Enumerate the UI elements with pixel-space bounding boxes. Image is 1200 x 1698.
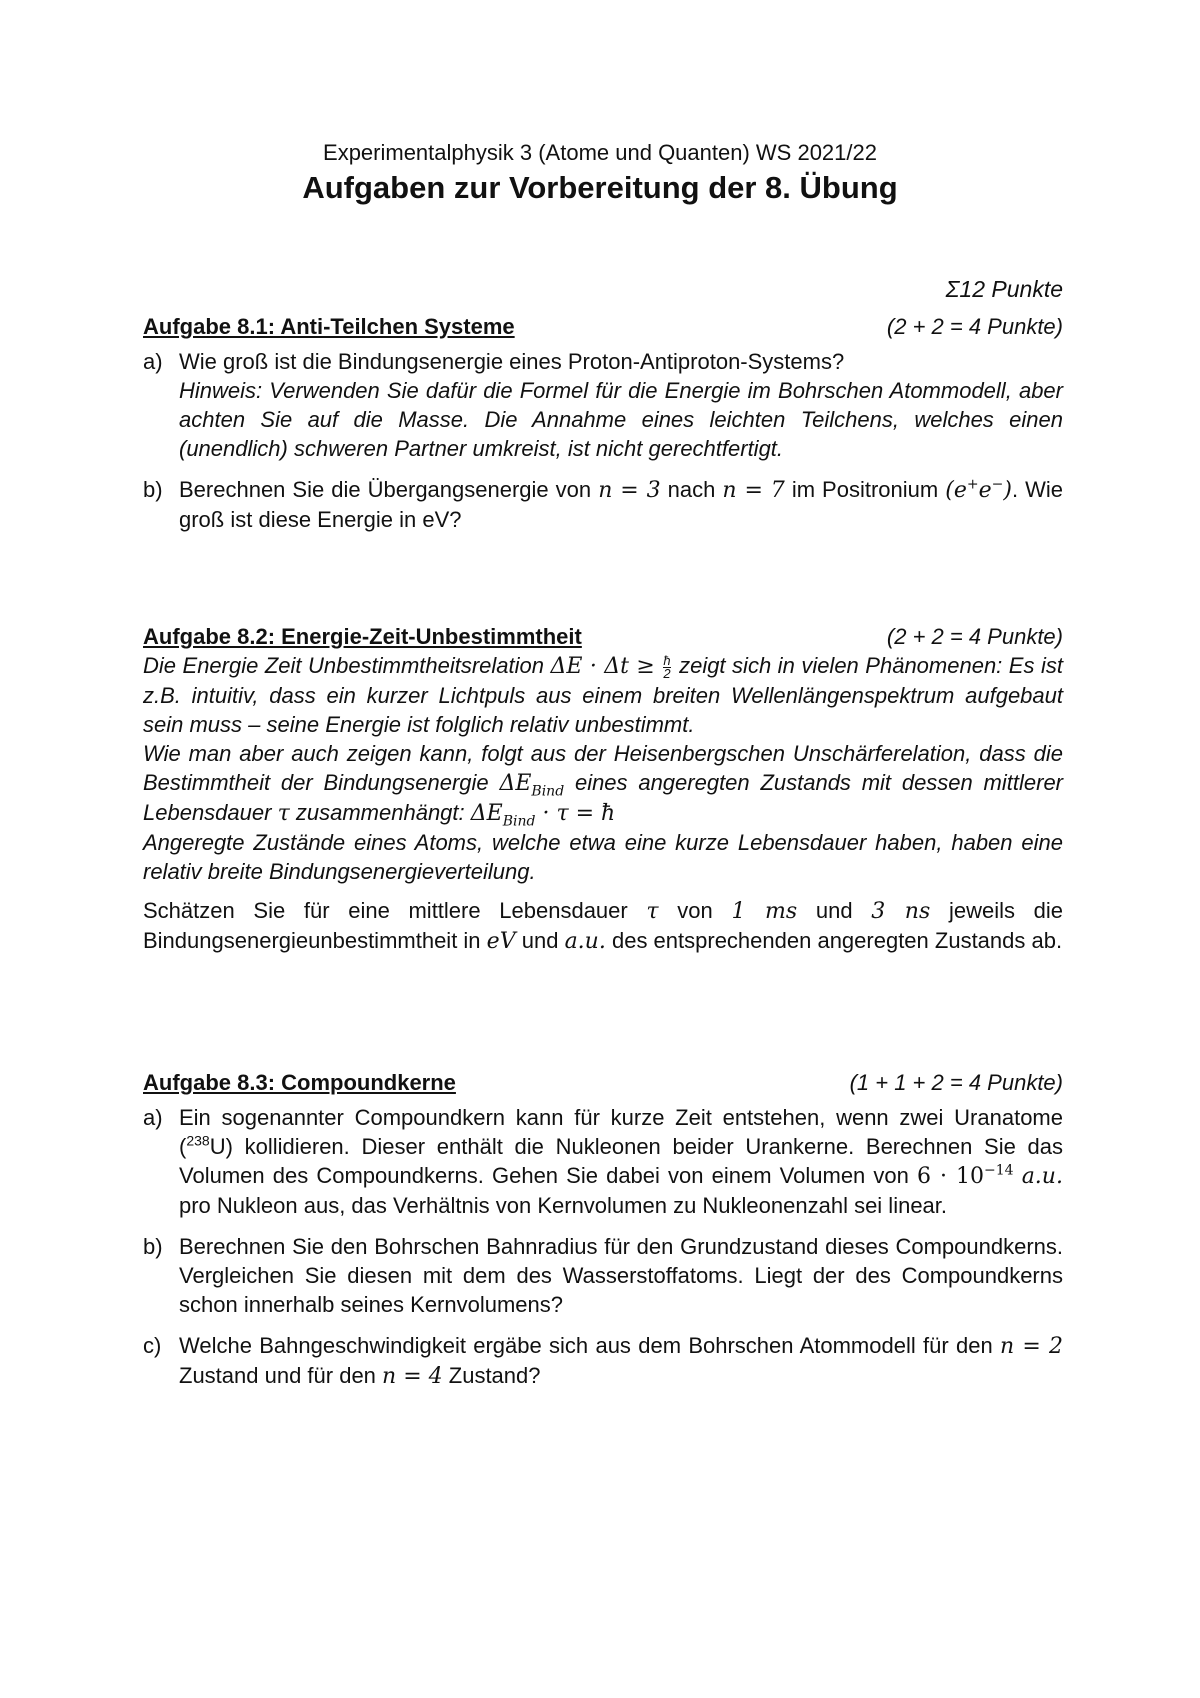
task-8-2-question: Schätzen Sie für eine mittlere Lebensdauer τ von 1 ms und 3 ns jeweils die Bindungsenergieunbestimmtheit in eV und a.u. des entsprechenden angeregten Zustands ab.: [143, 898, 1064, 954]
task-8-1-a: [143, 347, 1063, 463]
math-positronium: (e+e−): [945, 476, 1012, 503]
task-8-2-title: Aufgabe 8.2: Energie-Zeit-Unbestimmtheit: [143, 624, 582, 649]
task-8-1-points: (2 + 2 = 4 Punkte): [886, 314, 1063, 339]
item-label: b): [143, 1234, 163, 1259]
uncertainty-formula: ΔE · Δt ≥: [550, 654, 655, 679]
total-points: Σ12 Punkte: [945, 276, 1063, 302]
task-8-1-a-hint: Hinweis: Verwenden Sie dafür die Formel für die Energie im Bohrschen Atommodell, aber achten Sie auf die Masse. Die Annahme eines leichten Teilchens, welches einen (unendlich) schweren Partner umkreist, ist nicht gerechtfertigt.: [179, 378, 1063, 461]
task-8-1-a-question: Wie groß ist die Bindungsenergie eines Proton-Antiproton-Systems?: [179, 349, 845, 374]
task-8-1-b-text: Berechnen Sie die Übergangsenergie von n = 3 nach n = 7 im Positronium (e+e−). Wie groß ist diese Energie in eV?: [179, 476, 1063, 532]
task-8-1-header: [143, 312, 1063, 341]
task-8-3-b-text: Berechnen Sie den Bohrschen Bahnradius für den Grundzustand dieses Compoundkerns. Vergleichen Sie diesen mit dem des Wasserstoffatoms. Liegt der des Compoundkerns schon innerhalb seines Kernvolumens?: [179, 1234, 1063, 1317]
item-label: a): [143, 1105, 163, 1130]
hbar-over-2: $\frac{ħ}{2}$: [663, 652, 671, 681]
task-8-3-header: [143, 1068, 1063, 1097]
task-8-3: [143, 1068, 1063, 1391]
task-8-2: [143, 622, 1063, 956]
page-title: Aufgaben zur Vorbereitung der 8. Übung: [302, 170, 898, 205]
item-label: a): [143, 349, 163, 374]
task-8-2-header: [143, 622, 1063, 651]
task-8-1-b: [143, 475, 1063, 534]
task-8-3-title: Aufgabe 8.3: Compoundkerne: [143, 1070, 456, 1095]
math-n3: n = 3: [598, 478, 661, 503]
task-8-3-c-text: Welche Bahngeschwindigkeit ergäbe sich aus dem Bohrschen Atommodell für den n = 2 Zustand und für den n = 4 Zustand?: [179, 1333, 1063, 1389]
course-subtitle: Experimentalphysik 3 (Atome und Quanten) WS 2021/22: [323, 140, 877, 165]
task-8-3-a: [143, 1103, 1063, 1220]
task-8-1-title: Aufgabe 8.1: Anti-Teilchen Systeme: [143, 314, 515, 339]
task-8-3-b: [143, 1232, 1063, 1319]
task-8-2-paragraph-1: Die Energie Zeit Unbestimmtheitsrelation ΔE · Δt ≥ $\frac{ħ}{2}$ zeigt sich in vielen Phänomenen: Es ist z.B. intuitiv, dass ein kurzer Lichtpuls aus einem breiten Wellenlängenspektrum aufgebaut sein muss – seine Energie ist folglich relativ unbestimmt.: [143, 652, 1063, 737]
task-8-1: [143, 312, 1063, 534]
task-8-2-paragraph-2: Wie man aber auch zeigen kann, folgt aus der Heisenbergschen Unschärferelation, dass die Bestimmtheit der Bindungsenergie $\Delta E_{Bind}$ eines angeregten Zustands mit dessen mittlerer Lebensdauer τ zusammenhängt: $\Delta E_{Bind} \cdot \tau$ = ħ: [143, 741, 1064, 830]
task-8-2-points: (2 + 2 = 4 Punkte): [886, 624, 1063, 649]
task-8-3-a-text: Ein sogenannter Compoundkern kann für kurze Zeit entstehen, wenn zwei Uranatome ($^{238}$U) kollidieren. Dieser enthält die Nukleonen beider Urankerne. Berechnen Sie das Volumen des Compoundkerns. Gehen Sie dabei von einem Volumen von $6 \cdot 10^{-14}$ a.u. pro Nukleon aus, das Verhältnis von Kernvolumen zu Nukleonenzahl sei linear.: [179, 1105, 1063, 1218]
item-label: b): [143, 477, 163, 502]
task-8-2-paragraph-3: Angeregte Zustände eines Atoms, welche etwa eine kurze Lebensdauer haben, haben eine relativ breite Bindungsenergieverteilung.: [143, 830, 1063, 884]
math-n7: n = 7: [722, 478, 785, 503]
task-8-3-c: [143, 1331, 1063, 1391]
task-8-3-points: (1 + 1 + 2 = 4 Punkte): [849, 1070, 1063, 1095]
item-label: c): [143, 1333, 162, 1358]
